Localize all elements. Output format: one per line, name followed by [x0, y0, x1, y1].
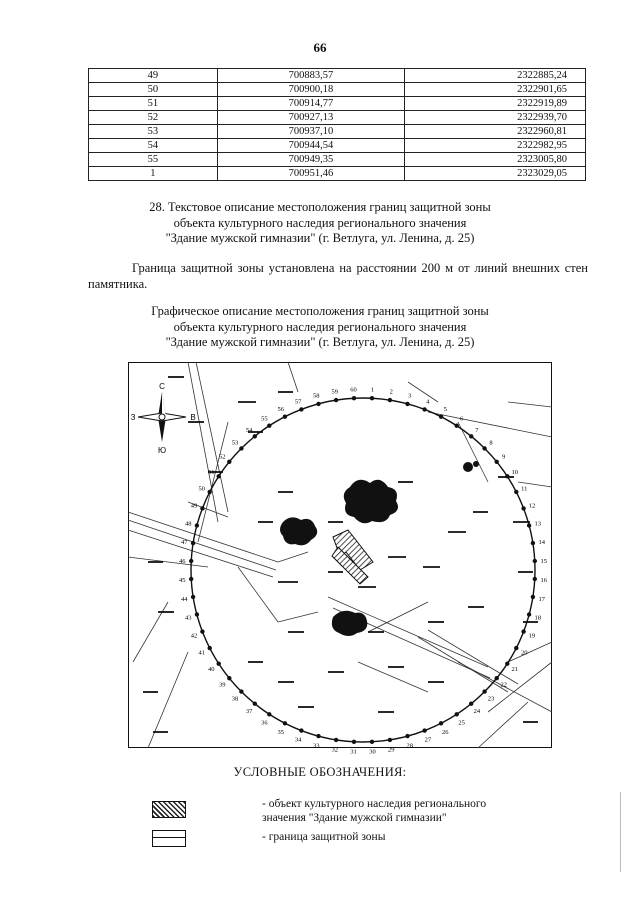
compass-east-label: В: [190, 413, 196, 422]
zone-point-label: 13: [534, 520, 542, 528]
zone-point: [253, 702, 257, 706]
section-heading-line-1: 28. Текстовое описание местоположения границ защитной зоны: [149, 200, 491, 214]
zone-point-label: 18: [534, 614, 542, 622]
zone-point-label: 27: [424, 736, 432, 744]
zone-point: [527, 612, 531, 616]
zone-point: [455, 712, 459, 716]
zone-point: [388, 738, 392, 742]
compass-north-label: С: [159, 382, 165, 391]
zone-point: [227, 676, 231, 680]
zone-point-label: 31: [350, 748, 357, 756]
x-coordinate-cell: 700937,10: [217, 125, 405, 139]
zone-point: [521, 506, 525, 510]
zone-point-label: 40: [207, 666, 215, 674]
zone-point-label: 52: [219, 453, 226, 461]
section-heading-line-3: "Здание мужской гимназии" (г. Ветлуга, ул. Ленина, д. 25): [165, 231, 475, 245]
y-coordinate-cell: 2322901,65: [405, 83, 586, 97]
zone-point-label: 20: [521, 649, 528, 657]
table-row: [89, 139, 586, 153]
zone-point-label: 46: [178, 558, 186, 565]
zone-point-label: 32: [331, 746, 338, 754]
zone-point-label: 1: [370, 386, 375, 394]
zone-point: [531, 595, 535, 599]
zone-point: [482, 446, 486, 450]
zone-point-label: 21: [511, 666, 519, 674]
zone-point-label: 3: [408, 392, 412, 400]
zone-point-label: 30: [369, 748, 376, 756]
y-coordinate-cell: 2322960,81: [405, 125, 586, 139]
legend-heritage-line-1: - объект культурного наследия регионального: [262, 798, 487, 810]
legend-heritage-line-2: значения "Здание мужской гимназии": [262, 812, 447, 824]
zone-point-label: 36: [261, 719, 268, 727]
zone-point-label: 60: [350, 386, 357, 394]
y-coordinate-cell: 2323005,80: [405, 153, 586, 167]
point-number-cell: 51: [89, 97, 218, 111]
zone-point: [439, 415, 443, 419]
zone-point: [495, 676, 499, 680]
zone-point: [217, 474, 221, 478]
zone-point-label: 17: [538, 595, 546, 603]
table-row: [89, 83, 586, 97]
zone-point: [370, 740, 374, 744]
zone-point-label: 48: [184, 520, 192, 528]
zone-point: [316, 734, 320, 738]
table-row: [89, 125, 586, 139]
zone-point: [283, 415, 287, 419]
zone-point-label: 29: [388, 746, 395, 754]
zone-point: [505, 662, 509, 666]
zone-point: [352, 740, 356, 744]
zone-point: [239, 689, 243, 693]
section-heading-line-2: объекта культурного наследия регионального значения: [173, 215, 467, 230]
zone-map: [128, 362, 552, 756]
zone-point-label: 42: [190, 632, 198, 640]
graphic-heading-line-1: Графическое описание местоположения границ защитной зоны: [151, 304, 489, 318]
point-number-cell: 52: [89, 111, 218, 125]
x-coordinate-cell: 700949,35: [217, 153, 405, 167]
zone-point-label: 6: [459, 415, 464, 423]
zone-point-label: 14: [538, 539, 546, 547]
legend-zone-text: - граница защитной зоны: [262, 831, 386, 843]
zone-point: [521, 629, 525, 633]
zone-point: [531, 541, 535, 545]
zone-point: [469, 702, 473, 706]
x-coordinate-cell: 700914,77: [217, 97, 405, 111]
zone-point: [422, 728, 426, 732]
zone-point-label: 57: [294, 398, 302, 406]
graphic-heading: [0, 304, 640, 351]
y-coordinate-cell: 2323029,05: [405, 167, 586, 181]
zone-point-label: 47: [180, 539, 188, 547]
x-coordinate-cell: 700951,46: [217, 167, 405, 181]
compass-south-label: Ю: [157, 446, 167, 455]
zone-point: [533, 559, 537, 563]
zone-point: [267, 424, 271, 428]
zone-point: [469, 434, 473, 438]
point-number-cell: 54: [89, 139, 218, 153]
zone-point-label: 9: [502, 453, 506, 461]
zone-point: [208, 490, 212, 494]
zone-point-label: 25: [458, 719, 465, 727]
zone-point: [439, 721, 443, 725]
point-number-cell: 53: [89, 125, 218, 139]
zone-point: [299, 728, 303, 732]
zone-point: [514, 646, 518, 650]
zone-point: [195, 612, 199, 616]
table-row: [89, 69, 586, 83]
zone-point-label: 38: [231, 695, 239, 703]
zone-point: [200, 629, 204, 633]
zone-point: [505, 474, 509, 478]
zone-point-label: 16: [540, 577, 548, 584]
compass-west-label: З: [130, 413, 136, 422]
zone-point-label: 26: [441, 728, 449, 736]
zone-point: [208, 646, 212, 650]
zone-point: [189, 559, 193, 563]
zone-point-label: 54: [245, 426, 253, 434]
zone-point-label: 45: [178, 577, 186, 584]
legend-title: УСЛОВНЫЕ ОБОЗНАЧЕНИЯ:: [233, 765, 407, 779]
zone-point-label: 49: [190, 502, 198, 510]
zone-point-label: 12: [528, 502, 536, 510]
y-coordinate-cell: 2322982,95: [405, 139, 586, 153]
zone-point: [352, 396, 356, 400]
x-coordinate-cell: 700900,18: [217, 83, 405, 97]
zone-point: [239, 446, 243, 450]
zone-point: [316, 402, 320, 406]
zone-point-label: 23: [487, 695, 495, 703]
zone-point: [533, 577, 537, 581]
zone-description-paragraph: [88, 260, 588, 292]
section-heading: [0, 200, 640, 247]
x-coordinate-cell: 700927,13: [217, 111, 405, 125]
y-coordinate-cell: 2322885,24: [405, 69, 586, 83]
zone-point: [189, 577, 193, 581]
zone-point-label: 34: [294, 736, 302, 744]
zone-point-label: 58: [312, 392, 320, 400]
page-number: 66: [313, 40, 327, 55]
y-coordinate-cell: 2322939,70: [405, 111, 586, 125]
zone-point-label: 7: [475, 426, 479, 434]
zone-point: [267, 712, 271, 716]
coordinate-table: [88, 68, 586, 181]
zone-description-text: Граница защитной зоны установлена на расстоянии 200 м от линий внешних стен памятника.: [88, 261, 588, 291]
zone-point: [334, 398, 338, 402]
zone-point-label: 19: [528, 632, 536, 640]
zone-point: [482, 689, 486, 693]
zone-point-label: 4: [426, 398, 430, 406]
x-coordinate-cell: 700944,54: [217, 139, 405, 153]
zone-point: [370, 396, 374, 400]
point-number-cell: 55: [89, 153, 218, 167]
point-number-cell: 49: [89, 69, 218, 83]
graphic-heading-line-3: "Здание мужской гимназии" (г. Ветлуга, ул. Ленина, д. 25): [165, 335, 475, 349]
zone-point-label: 8: [489, 439, 493, 447]
zone-point-label: 11: [521, 485, 528, 493]
zone-point-label: 50: [198, 485, 205, 493]
zone-point: [388, 398, 392, 402]
zone-point-label: 10: [511, 468, 519, 476]
zone-point-label: 59: [331, 388, 338, 396]
zone-point-label: 22: [500, 681, 507, 689]
zone-point-label: 37: [245, 708, 253, 716]
table-row: [89, 153, 586, 167]
zone-point: [283, 721, 287, 725]
table-row: [89, 111, 586, 125]
zone-point: [405, 734, 409, 738]
zone-point: [191, 541, 195, 545]
zone-point: [334, 738, 338, 742]
zone-point: [253, 434, 257, 438]
zone-point-label: 43: [184, 614, 192, 622]
zone-point: [527, 523, 531, 527]
table-row: [89, 97, 586, 111]
zone-point: [422, 407, 426, 411]
zone-point: [195, 523, 199, 527]
zone-point: [455, 424, 459, 428]
legend-heritage-swatch: [152, 801, 186, 818]
table-row: [89, 167, 586, 181]
scan-margin-line: [620, 792, 621, 872]
zone-point: [191, 595, 195, 599]
zone-point: [299, 407, 303, 411]
legend-zone-swatch: [152, 830, 186, 847]
zone-point: [217, 662, 221, 666]
zone-point: [405, 402, 409, 406]
zone-point: [200, 506, 204, 510]
y-coordinate-cell: 2322919,89: [405, 97, 586, 111]
zone-point-label: 51: [207, 468, 215, 476]
zone-point-label: 56: [277, 406, 285, 414]
zone-point-label: 24: [473, 708, 481, 716]
zone-point-label: 53: [231, 439, 239, 447]
zone-point-label: 15: [540, 558, 548, 565]
legend-heritage-text: [262, 797, 562, 825]
zone-point-label: 33: [312, 742, 320, 750]
zone-point: [514, 490, 518, 494]
zone-point: [227, 460, 231, 464]
graphic-heading-line-2: объекта культурного наследия регионального значения: [173, 319, 467, 334]
zone-point-label: 41: [198, 649, 205, 657]
zone-point: [495, 460, 499, 464]
zone-point-label: 5: [443, 406, 447, 414]
point-number-cell: 50: [89, 83, 218, 97]
point-number-cell: 1: [89, 167, 218, 181]
zone-point-label: 35: [277, 728, 285, 736]
zone-point-label: 2: [389, 388, 393, 396]
zone-point-label: 28: [406, 742, 414, 750]
zone-point-label: 39: [219, 681, 226, 689]
zone-point-label: 55: [261, 415, 268, 423]
zone-point-label: 44: [180, 595, 188, 603]
x-coordinate-cell: 700883,57: [217, 69, 405, 83]
